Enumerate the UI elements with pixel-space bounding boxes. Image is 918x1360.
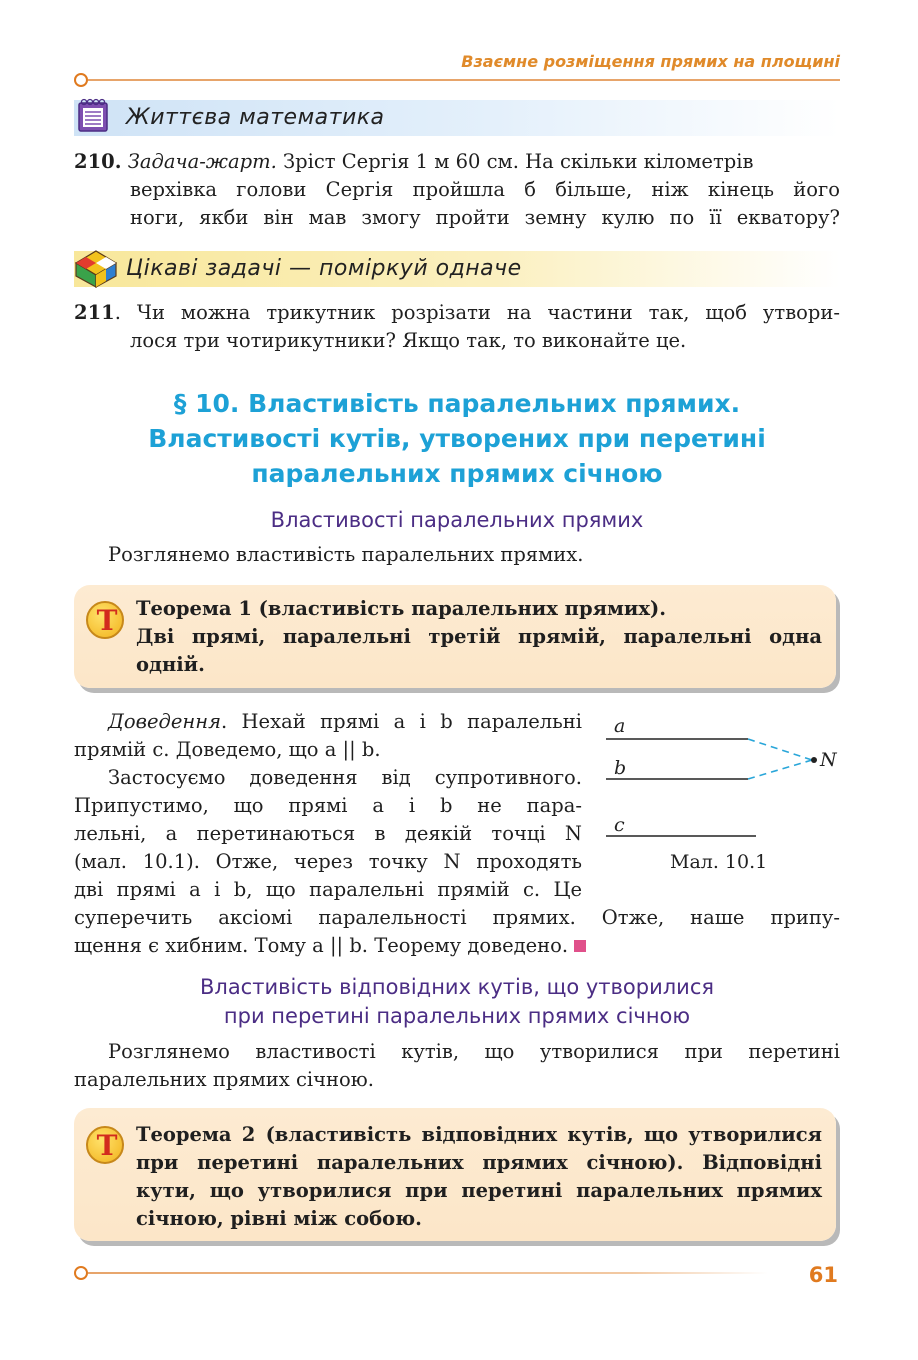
problem-210: [74, 148, 840, 232]
page-number: 61: [808, 1263, 838, 1287]
theorem-1-text: [136, 595, 822, 679]
life-math-title: Життєва математика: [126, 105, 385, 130]
proof-line9: щення є хибним. Тому a || b. Теорему доведено.: [74, 934, 569, 957]
theorem-2-text: [136, 1121, 822, 1233]
subheading-2-line1: Властивість відповідних кутів, що утворилися: [199, 975, 714, 999]
figure-caption: Мал. 10.1: [670, 851, 768, 873]
proof-line8: суперечить аксіомі паралельності прямих. Отже, наше припу-: [74, 906, 840, 929]
theorem-badge-letter: T: [96, 604, 118, 637]
problem-210-line3: ноги, якби він мав змогу пройти земну кулю по її екватору?: [130, 206, 840, 229]
proof-line7: дві прямі a і b, що паралельні прямій c. Це: [74, 878, 582, 901]
subheading-2-line2: при перетині паралельних прямих січною: [223, 1004, 691, 1028]
proof-line4: Припустимо, що прямі a і b не пара-: [74, 794, 582, 817]
proof-line3: Застосуємо доведення від супротивного.: [108, 766, 582, 789]
life-math-band: [74, 100, 840, 136]
theorem-2-line2-normal: при перетині паралельних прямих січною).: [136, 1151, 684, 1174]
proof-line2: прямій c. Доведемо, що a || b.: [74, 738, 381, 761]
label-N: N: [820, 749, 837, 771]
end-of-proof-square: [574, 940, 586, 952]
dashed-extension-a: [748, 739, 812, 760]
problem-211-dot: .: [114, 301, 121, 324]
bottom-rule: [88, 1272, 768, 1274]
label-b: b: [614, 757, 627, 779]
theorem-badge-icon: [86, 601, 124, 639]
section-heading-line3: паралельних прямих січною: [251, 459, 663, 488]
top-rule: [88, 79, 840, 81]
theorem-badge-icon: [86, 1126, 124, 1164]
proof-line6: (мал. 10.1). Отже, через точку N проходять: [74, 850, 582, 873]
intro-2: [74, 1038, 840, 1094]
subheading-corresponding-angles: [74, 973, 840, 1031]
proof-block: [74, 708, 582, 904]
label-a: a: [614, 715, 626, 737]
theorem-2-box: [74, 1108, 836, 1241]
problem-211-line2: лося три чотирикутники? Якщо так, то виконайте це.: [130, 329, 687, 352]
section-heading-line1: § 10. Властивість паралельних прямих.: [173, 389, 741, 418]
theorem-1-title: Теорема 1 (властивість паралельних прямих).: [136, 597, 667, 620]
running-head: Взаємне розміщення прямих на площині: [461, 52, 840, 71]
problem-211: [74, 299, 840, 355]
theorem-1-line3: одній.: [136, 653, 205, 676]
problem-210-line1: Зріст Сергія 1 м 60 см. На скільки кілометрів: [276, 150, 754, 173]
point-N: [811, 757, 817, 763]
theorem-2-line2-bold: Відповідні: [683, 1151, 822, 1174]
section-heading: [74, 386, 840, 491]
theorem-2-line3: кути, що утворилися при перетині паралельних прямих: [136, 1179, 822, 1202]
notepad-icon: [76, 97, 110, 135]
subheading-parallel-lines: Властивості паралельних прямих: [270, 508, 644, 532]
problem-211-line1: Чи можна трикутник розрізати на частини так, щоб утвори-: [120, 301, 840, 324]
theorem-2-line4: січною, рівні між собою.: [136, 1207, 422, 1230]
theorem-badge-letter: T: [96, 1129, 118, 1162]
bottom-rule-circle: [74, 1266, 88, 1280]
problem-211-number: 211: [74, 301, 115, 324]
rubik-cube-icon: [74, 249, 118, 289]
figure-10-1: [600, 712, 840, 882]
proof-line5: лельні, а перетинаються в деякій точці N: [74, 822, 582, 845]
problem-210-line2: верхівка голови Сергія пройшла б більше, ніж кінець його: [130, 178, 840, 201]
section-heading-line2: Властивості кутів, утворених при перетині: [148, 424, 766, 453]
interesting-title: Цікаві задачі — поміркуй одначе: [126, 256, 522, 281]
intro-1: Розглянемо властивість паралельних прямих.: [108, 543, 584, 566]
intro-2-line1: Розглянемо властивості кутів, що утворилися при перетині: [108, 1040, 840, 1063]
theorem-1-box: [74, 585, 836, 688]
problem-210-label: Задача-жарт.: [127, 150, 277, 173]
proof-block-wide: [74, 904, 840, 960]
problem-210-number: 210.: [74, 150, 122, 173]
top-rule-circle: [74, 73, 88, 87]
intro-2-line2: паралельних прямих січною.: [74, 1068, 374, 1091]
dashed-extension-b: [748, 760, 812, 779]
theorem-1-line2: Дві прямі, паралельні третій прямій, паралельні одна: [136, 625, 822, 648]
theorem-2-line1: Теорема 2 (властивість відповідних кутів, що утворилися: [136, 1123, 822, 1146]
interesting-band: [74, 251, 840, 287]
proof-line1: . Нехай прямі a і b паралельні: [220, 710, 582, 733]
proof-label: Доведення: [108, 710, 221, 733]
label-c: c: [614, 814, 625, 836]
